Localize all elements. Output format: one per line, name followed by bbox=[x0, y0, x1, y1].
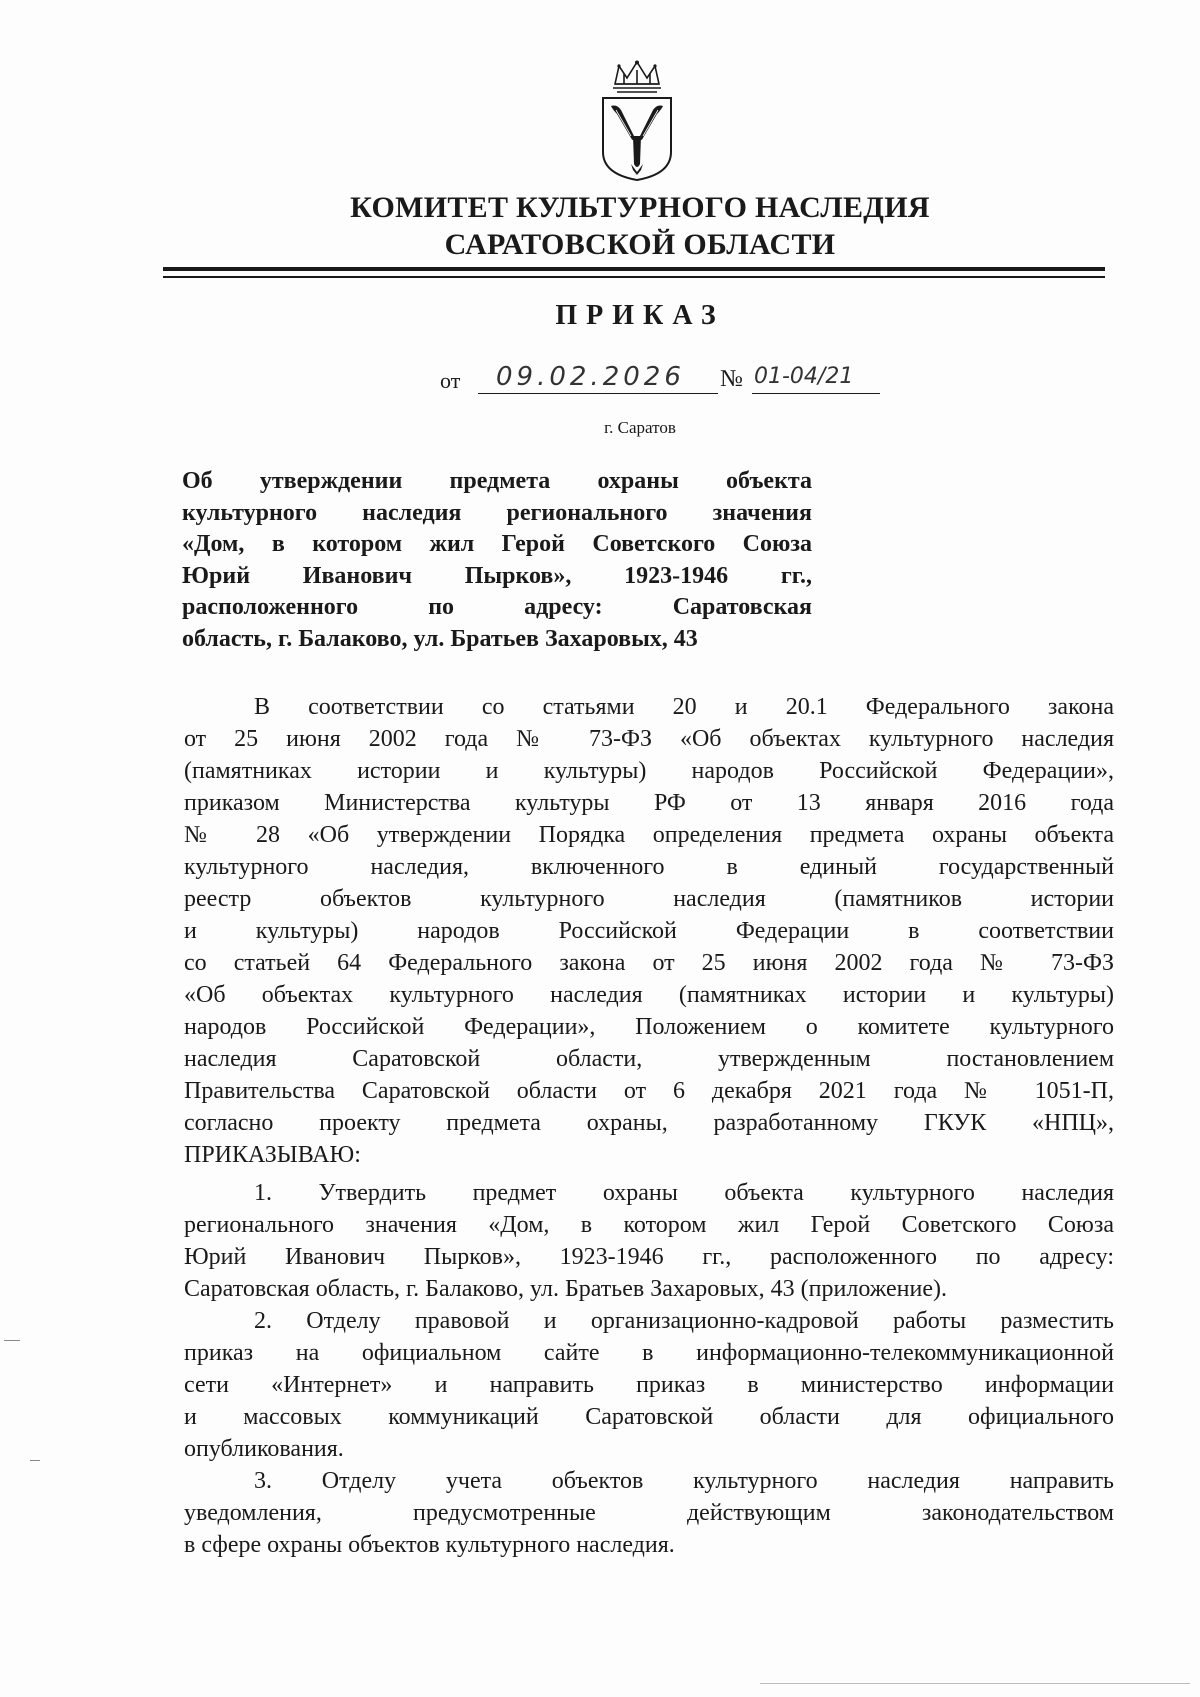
subject-line: Об утверждении предмета охраны объекта bbox=[182, 468, 812, 494]
text-line: согласно проекту предмета охраны, разработанному ГКУК «НПЦ», bbox=[184, 1110, 1114, 1136]
text-line: 1. Утвердить предмет охраны объекта культурного наследия bbox=[254, 1180, 1114, 1206]
text-line: уведомления, предусмотренные действующим законодательством bbox=[184, 1500, 1114, 1526]
text-line: 3. Отделу учета объектов культурного наследия направить bbox=[254, 1468, 1114, 1494]
text-line: культурного наследия, включенного в единый государственный bbox=[184, 854, 1114, 880]
order-item-1 bbox=[184, 1177, 1114, 1305]
text-line: Саратовская область, г. Балаково, ул. Братьев Захаровых, 43 (приложение). bbox=[184, 1276, 947, 1302]
date-prefix: от bbox=[440, 368, 461, 393]
document-type: ПРИКАЗ bbox=[555, 300, 725, 331]
text-line: со статьей 64 Федерального закона от 25 июня 2002 года № 73-ФЗ bbox=[184, 950, 1114, 976]
document-number: 01-04/21 bbox=[752, 360, 880, 394]
text-line: в сфере охраны объектов культурного наследия. bbox=[184, 1532, 675, 1558]
scan-artifact bbox=[30, 1460, 40, 1461]
subject-line: расположенного по адресу: Саратовская bbox=[182, 594, 812, 620]
text-line: и массовых коммуникаций Саратовской области для официального bbox=[184, 1404, 1114, 1430]
text-line: приказ на официальном сайте в информационно-телекоммуникационной bbox=[184, 1340, 1114, 1366]
subject-line: культурного наследия регионального значения bbox=[182, 499, 812, 526]
text-line: народов Российской Федерации», Положением о комитете культурного bbox=[184, 1014, 1114, 1040]
text-line: «Об объектах культурного наследия (памятниках истории и культуры) bbox=[184, 982, 1114, 1008]
text-line: (памятниках истории и культуры) народов Российской Федерации», bbox=[184, 758, 1114, 784]
subject-line: область, г. Балаково, ул. Братьев Захаровых, 43 bbox=[182, 625, 698, 652]
organization-name-line1: КОМИТЕТ КУЛЬТУРНОГО НАСЛЕДИЯ bbox=[350, 191, 930, 224]
text-line: ПРИКАЗЫВАЮ: bbox=[184, 1142, 361, 1168]
text-line: сети «Интернет» и направить приказ в министерство информации bbox=[184, 1372, 1114, 1398]
text-line: В соответствии со статьями 20 и 20.1 Федерального закона bbox=[254, 694, 1114, 720]
organization-name-line2: САРАТОВСКОЙ ОБЛАСТИ bbox=[444, 228, 836, 261]
scan-artifact bbox=[4, 1340, 20, 1341]
text-line: реестр объектов культурного наследия (памятников истории bbox=[184, 886, 1114, 912]
scan-artifact bbox=[760, 1683, 1190, 1684]
subject-line: Юрий Иванович Пырков», 1923-1946 гг., bbox=[182, 562, 812, 589]
text-line: и культуры) народов Российской Федерации в соответствии bbox=[184, 918, 1114, 944]
text-line: регионального значения «Дом, в котором жил Герой Советского Союза bbox=[184, 1212, 1114, 1238]
city: г. Саратов bbox=[604, 418, 676, 437]
subject-line: «Дом, в котором жил Герой Советского Союза bbox=[182, 531, 812, 557]
order-item-3 bbox=[184, 1465, 1114, 1561]
preamble-paragraph bbox=[184, 691, 1114, 1171]
header-rule-thin bbox=[163, 276, 1105, 278]
text-line: приказом Министерства культуры РФ от 13 января 2016 года bbox=[184, 790, 1114, 816]
saratov-coat-of-arms-icon bbox=[597, 60, 677, 182]
text-line: Правительства Саратовской области от 6 декабря 2021 года № 1051-П, bbox=[184, 1078, 1114, 1104]
number-sign: № bbox=[720, 366, 743, 392]
header-rule-thick bbox=[163, 267, 1105, 271]
text-line: опубликования. bbox=[184, 1436, 344, 1462]
text-line: наследия Саратовской области, утвержденным постановлением bbox=[184, 1046, 1114, 1072]
text-line: от 25 июня 2002 года № 73-ФЗ «Об объектах культурного наследия bbox=[184, 726, 1114, 752]
text-line: 2. Отделу правовой и организационно-кадровой работы разместить bbox=[254, 1308, 1114, 1334]
document-date: 09.02.2026 bbox=[478, 360, 718, 394]
document-subject bbox=[182, 466, 812, 655]
order-item-2 bbox=[184, 1305, 1114, 1465]
text-line: № 28 «Об утверждении Порядка определения предмета охраны объекта bbox=[184, 822, 1114, 848]
text-line: Юрий Иванович Пырков», 1923-1946 гг., расположенного по адресу: bbox=[184, 1244, 1114, 1270]
